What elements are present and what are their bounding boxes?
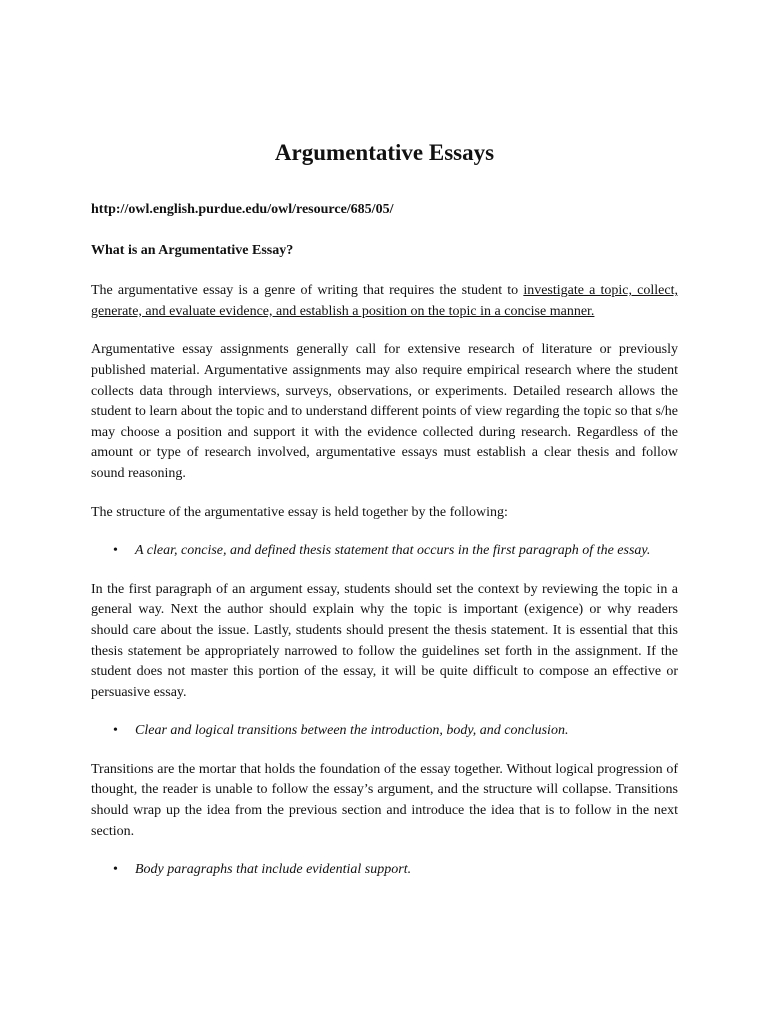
intro-paragraph <box>91 281 678 322</box>
bullet-icon: • <box>113 723 118 739</box>
bullet-text: Clear and logical transitions between the introduction, body, and conclusion. <box>135 723 569 739</box>
research-paragraph: Argumentative essay assignments generally call for extensive research of literature or previously published material. Argumentative assignments may also require empirical research where the student collects data through interviews, surveys, observations, or experiments. Detailed research allows the student to learn about the topic and to understand different points of view regarding the topic so that s/he may choose a position and support it with the evidence collected during research. Regardless of the amount or type of research involved, argumentative essays must establish a clear thesis and follow sound reasoning. <box>91 342 678 481</box>
bullet-text: A clear, concise, and defined thesis statement that occurs in the first paragraph of the essay. <box>135 543 651 559</box>
structure-paragraph: The structure of the argumentative essay is held together by the following: <box>91 504 508 520</box>
bullet-icon: • <box>113 543 118 559</box>
intro-underlined-text: investigate a topic, collect, generate, and evaluate evidence, and establish a position on the topic in a concise manner. <box>91 283 678 319</box>
document-content <box>91 138 678 899</box>
bullet-icon: • <box>113 862 118 878</box>
bullet-item <box>91 860 678 881</box>
transitions-paragraph: Transitions are the mortar that holds the foundation of the essay together. Without logical progression of thought, the reader is unable to follow the essay’s argument, and the structure will collapse. Transitions should wrap up the idea from the previous section and introduce the idea that is to follow in the next section. <box>91 761 678 839</box>
bullet-item <box>91 721 678 742</box>
bullet-item <box>91 541 678 562</box>
document-title: Argumentative Essays <box>274 140 495 165</box>
first-paragraph-explanation: In the first paragraph of an argument essay, students should set the context by reviewing the topic in a general way. Next the author should explain why the topic is important (exigence) or why readers should care about the issue. Lastly, students should present the thesis statement. It is essential that this thesis statement be appropriately narrowed to follow the guidelines set forth in the assignment. If the student does not master this portion of the essay, it will be quite difficult to compose an effective or persuasive essay. <box>91 581 678 700</box>
bullet-text: Body paragraphs that include evidential support. <box>135 862 412 878</box>
intro-text: The argumentative essay is a genre of writing that requires the student to <box>91 283 524 299</box>
source-url: http://owl.english.purdue.edu/owl/resource/685/05/ <box>91 202 394 217</box>
section-heading: What is an Argumentative Essay? <box>91 242 294 258</box>
